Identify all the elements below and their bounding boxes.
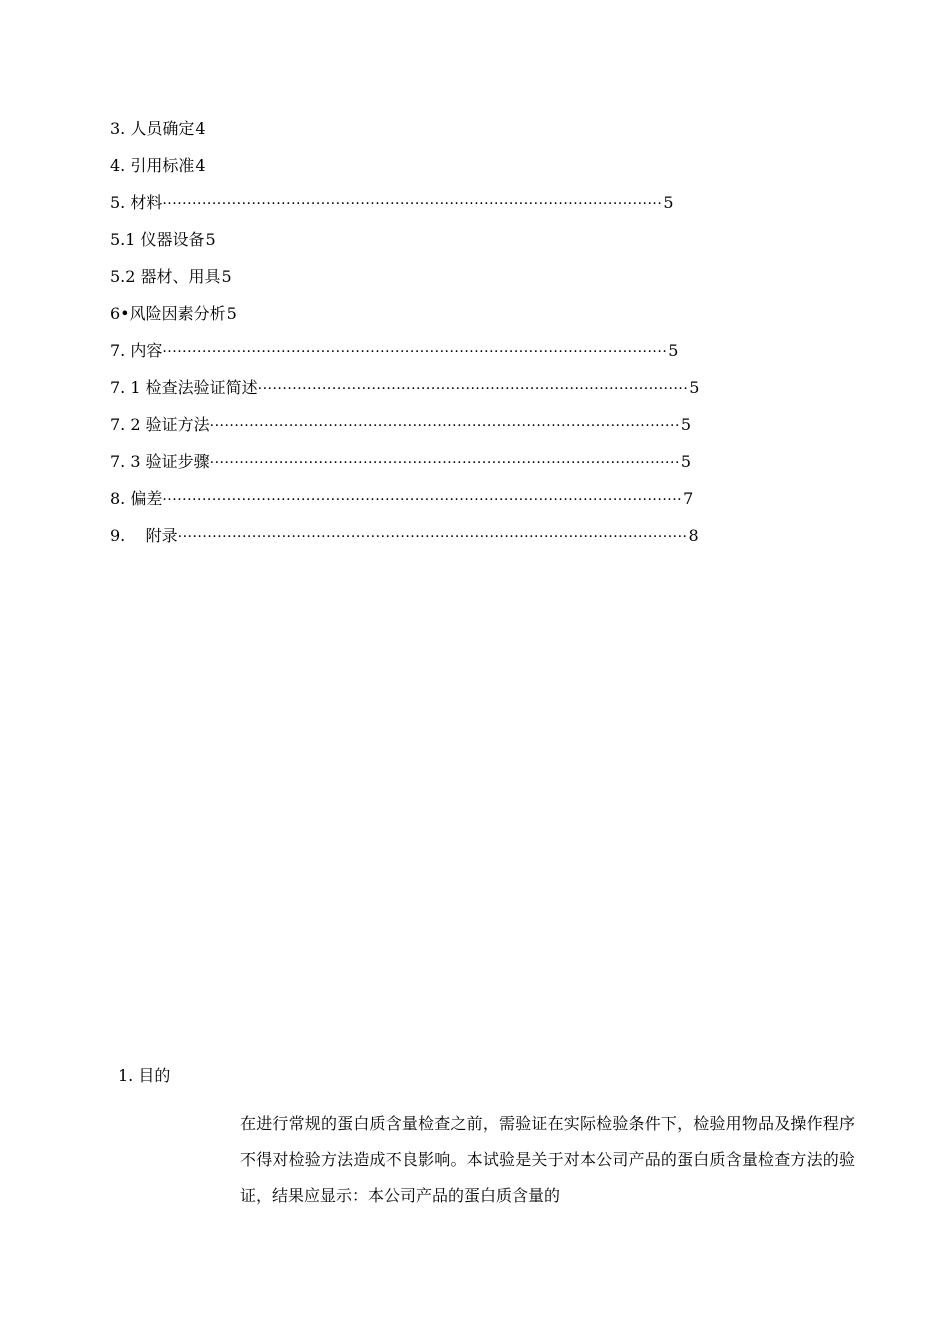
toc-entry[interactable] [110, 369, 855, 406]
toc-entry-label: 7. 2 验证方法 [110, 415, 210, 434]
toc-leader-dots: ····································································································· [162, 196, 663, 212]
toc-entry[interactable] [110, 295, 855, 332]
toc-entry-page: 5 [226, 304, 237, 323]
toc-entry-label: 5.1 仪器设备 [110, 230, 205, 249]
toc-entry-page: 5 [221, 267, 232, 286]
toc-entry[interactable] [110, 147, 855, 184]
table-of-contents [110, 110, 855, 554]
toc-entry[interactable] [110, 517, 855, 554]
toc-entry-label: 5. 材料 [110, 193, 163, 212]
toc-entry[interactable] [110, 480, 855, 517]
section-heading: 1. 目的 [118, 1066, 171, 1085]
toc-entry-label: 5.2 器材、用具 [110, 267, 221, 286]
toc-entry-page: 7 [683, 489, 694, 508]
toc-entry[interactable] [110, 406, 855, 443]
toc-entry-page: 5 [680, 452, 692, 471]
toc-entry-page: 5 [205, 230, 216, 249]
toc-leader-dots: ······················································································· [257, 381, 689, 397]
toc-entry[interactable] [110, 184, 855, 221]
toc-entry-label: 7. 3 验证步骤 [110, 452, 210, 471]
toc-leader-dots: ······························································································· [209, 455, 680, 471]
toc-entry-page: 5 [663, 193, 674, 212]
toc-entry-label: 6•风险因素分析 [110, 304, 226, 323]
toc-entry-page: 5 [689, 378, 700, 397]
toc-entry-label: 8. 偏差 [110, 489, 163, 508]
toc-entry-label: 3. 人员确定 [110, 119, 195, 138]
toc-entry[interactable] [110, 443, 855, 480]
toc-entry-page: 5 [668, 341, 679, 360]
toc-entry-label: 4. 引用标准 [110, 156, 195, 175]
toc-leader-dots: ······································································································ [162, 344, 668, 360]
toc-entry-label: 7. 内容 [110, 341, 163, 360]
section-body-paragraph: 在进行常规的蛋白质含量检查之前，需验证在实际检验条件下，检验用物品及操作程序不得对检验方法造成不良影响。本试验是关于对本公司产品的蛋白质含量检查方法的验证，结果应显示：本公司产品的蛋白质含量的 [240, 1114, 855, 1205]
toc-entry-label: 9. 附录 [110, 526, 178, 545]
toc-entry[interactable] [110, 332, 855, 369]
toc-entry-page: 4 [195, 156, 206, 175]
toc-entry[interactable] [110, 110, 855, 147]
toc-entry[interactable] [110, 221, 855, 258]
toc-leader-dots: ········································································································· [162, 492, 683, 508]
toc-entry-label: 7. 1 检查法验证简述 [110, 378, 258, 397]
toc-entry-page: 8 [688, 526, 699, 545]
toc-entry-page: 5 [680, 415, 692, 434]
toc-entry[interactable] [110, 258, 855, 295]
toc-leader-dots: ······································································································· [177, 529, 688, 545]
toc-leader-dots: ······························································································· [209, 418, 680, 434]
toc-entry-page: 4 [195, 119, 206, 138]
